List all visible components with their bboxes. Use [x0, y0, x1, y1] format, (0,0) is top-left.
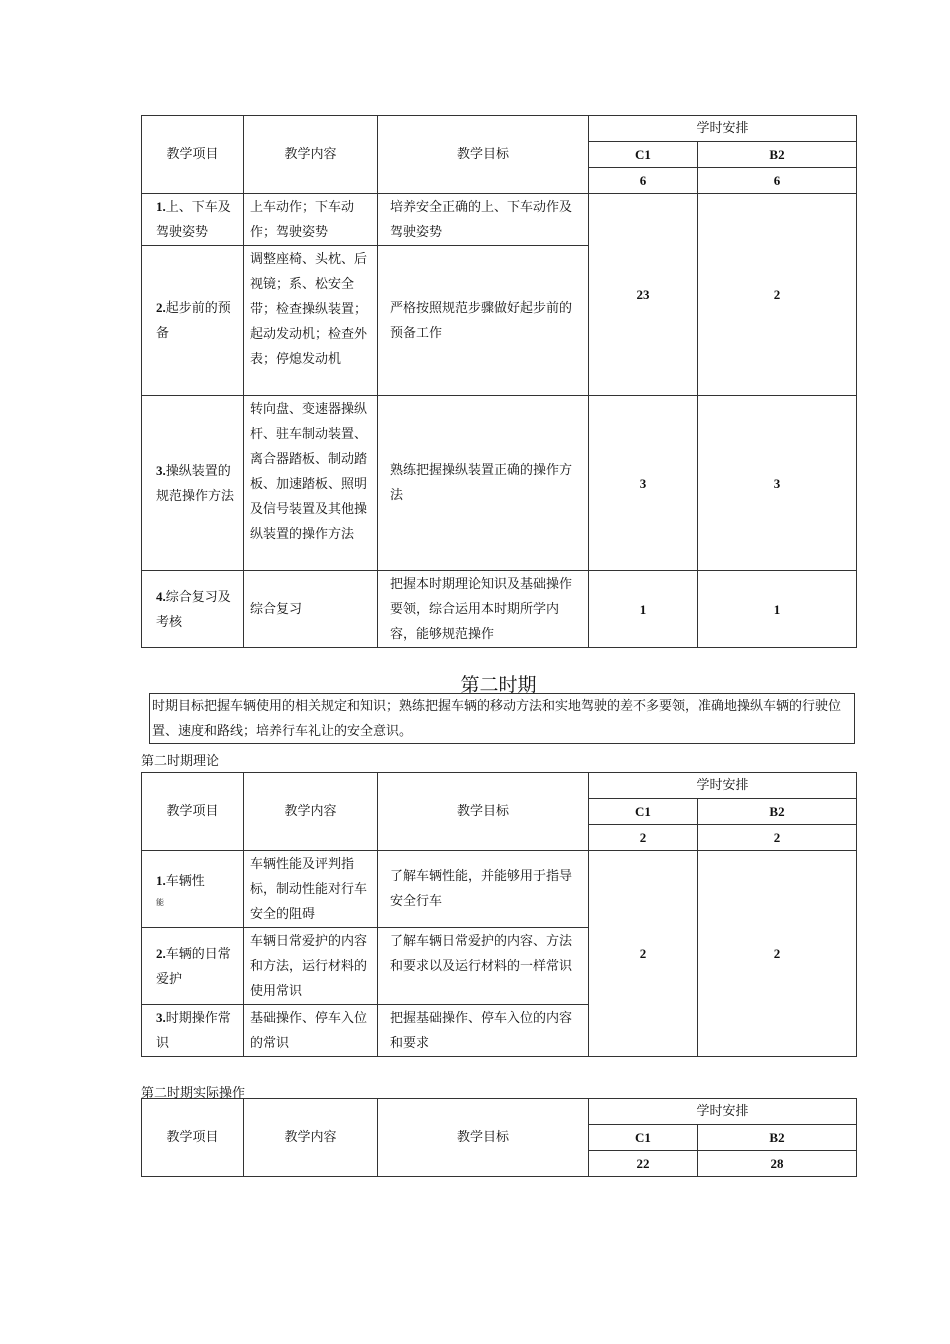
header-b2: B2: [698, 799, 857, 825]
section-title: 第二时期: [460, 674, 537, 696]
table-row: [142, 396, 857, 571]
header-content: 教学内容: [244, 773, 378, 851]
header-b2-hours: 28: [698, 1151, 857, 1177]
header-b2: B2: [698, 142, 857, 168]
row-goal: 把握本时期理论知识及基础操作要领，综合运用本时期所学内容，能够规范操作: [378, 571, 589, 648]
practice-label: 第二时期实际操作: [141, 1086, 246, 1101]
row-item: 3.时期操作常识: [142, 1005, 244, 1057]
header-schedule: 学时安排: [589, 1099, 857, 1125]
row-content: 车辆日常爱护的内容和方法，运行材料的使用常识: [244, 928, 378, 1005]
header-goal: 教学目标: [378, 1099, 589, 1177]
header-item: 教学项目: [142, 1099, 244, 1177]
header-item: 教学项目: [142, 116, 244, 194]
header-item: 教学项目: [142, 773, 244, 851]
header-c1: C1: [589, 1125, 698, 1151]
row-b2-hours: 3: [698, 396, 857, 571]
row-item: 1.车辆性 能: [142, 851, 244, 928]
row-content: 转向盘、变速器操纵杆、驻车制动装置、离合器踏板、制动踏板、加速踏板、照明及信号装置及其他操纵装置的操作方法: [244, 396, 378, 571]
period2-theory-table: [141, 772, 857, 1057]
row-goal: 了解车辆性能，并能够用于指导安全行车: [378, 851, 589, 928]
merged-c1-hours: 23: [589, 194, 698, 396]
row-goal: 培养安全正确的上、下车动作及驾驶姿势: [378, 194, 589, 246]
header-b2-hours: 6: [698, 168, 857, 194]
merged-b2-hours: 2: [698, 194, 857, 396]
row-content: 综合复习: [244, 571, 378, 648]
table-row: [142, 194, 857, 246]
period-goal-box: 时期目标把握车辆使用的相关规定和知识；熟练把握车辆的移动方法和实地驾驶的差不多要领，准确地操纵车辆的行驶位置、速度和路线；培养行车礼让的安全意识。: [149, 693, 855, 744]
header-schedule: 学时安排: [589, 116, 857, 142]
table-row: [142, 571, 857, 648]
row-c1-hours: 3: [589, 396, 698, 571]
merged-c1-hours: 2: [589, 851, 698, 1057]
row-goal: 熟练把握操纵装置正确的操作方法: [378, 396, 589, 571]
row-item: 4.综合复习及考核: [142, 571, 244, 648]
row-c1-hours: 1: [589, 571, 698, 648]
header-content: 教学内容: [244, 116, 378, 194]
row-b2-hours: 1: [698, 571, 857, 648]
table-row: [142, 851, 857, 928]
header-b2-hours: 2: [698, 825, 857, 851]
row-content: 上车动作；下车动作；驾驶姿势: [244, 194, 378, 246]
period1-table: [141, 115, 857, 648]
header-c1: C1: [589, 799, 698, 825]
header-c1-hours: 2: [589, 825, 698, 851]
header-schedule: 学时安排: [589, 773, 857, 799]
row-content: 车辆性能及评判指标，制动性能对行车安全的阻碍: [244, 851, 378, 928]
header-c1-hours: 6: [589, 168, 698, 194]
row-item: 2.车辆的日常爱护: [142, 928, 244, 1005]
row-goal: 了解车辆日常爱护的内容、方法和要求以及运行材料的一样常识: [378, 928, 589, 1005]
row-item: 2.起步前的预备: [142, 246, 244, 396]
row-item: 1.上、下车及驾驶姿势: [142, 194, 244, 246]
row-item: 3.操纵装置的规范操作方法: [142, 396, 244, 571]
header-c1: C1: [589, 142, 698, 168]
header-b2: B2: [698, 1125, 857, 1151]
merged-b2-hours: 2: [698, 851, 857, 1057]
row-content: 基础操作、停车入位的常识: [244, 1005, 378, 1057]
header-c1-hours: 22: [589, 1151, 698, 1177]
row-goal: 严格按照规范步骤做好起步前的预备工作: [378, 246, 589, 396]
header-content: 教学内容: [244, 1099, 378, 1177]
header-goal: 教学目标: [378, 773, 589, 851]
row-content: 调整座椅、头枕、后视镜；系、松安全带；检查操纵装置；起动发动机；检查外表；停熄发动机: [244, 246, 378, 396]
period2-practice-table: [141, 1098, 857, 1177]
header-goal: 教学目标: [378, 116, 589, 194]
theory-label: 第二时期理论: [141, 754, 220, 769]
row-goal: 把握基础操作、停车入位的内容和要求: [378, 1005, 589, 1057]
